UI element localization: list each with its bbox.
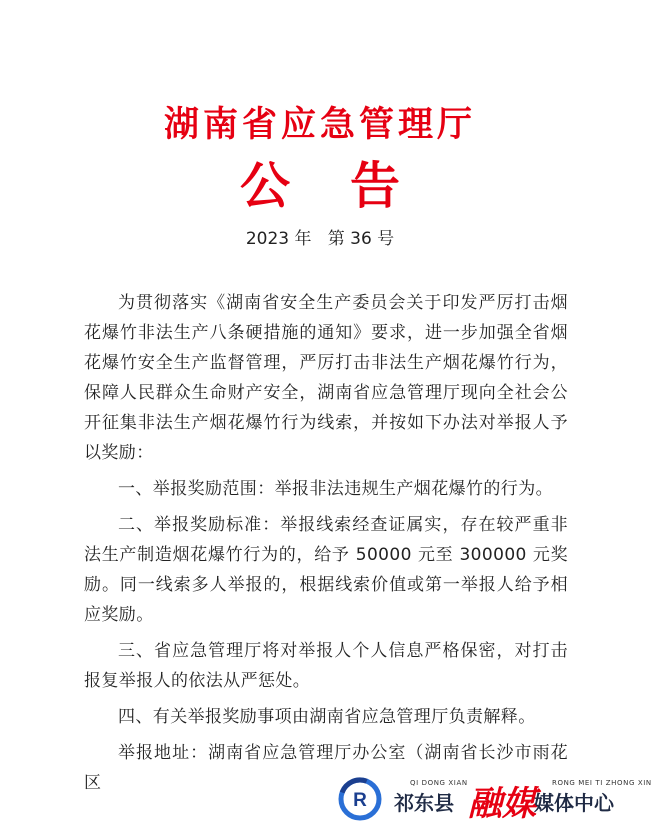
paragraph-interpretation: 四、有关举报奖励事项由湖南省应急管理厅负责解释。 [118, 707, 536, 727]
county-name: 祁东县 [394, 791, 454, 815]
notice-body [84, 288, 568, 804]
issuer-title: 湖南省应急管理厅 [163, 104, 476, 145]
calligraphy-logo [468, 779, 536, 824]
right-pinyin: RONG MEI TI ZHONG XIN [552, 779, 652, 787]
paragraph-standard: 二、举报奖励标准：举报线索经查证属实，存在较严重非法生产制造烟花爆竹行为的，给予 50000 元至 300000 元奖励。同一线索多人举报的，根据线索价值或第一举报人给予相应奖励。 [84, 515, 568, 625]
media-center-name: 媒体中心 [534, 791, 614, 815]
media-center-watermark [332, 765, 652, 825]
media-logo-icon [338, 777, 382, 821]
paragraph-confidentiality: 三、省应急管理厅将对举报人个人信息严格保密，对打击报复举报人的依法从严惩处。 [84, 641, 568, 691]
left-pinyin: QI DONG XIAN [410, 779, 468, 787]
document-number [0, 226, 640, 252]
svg-text:融媒: 融媒 [468, 784, 536, 824]
notice-title: 公告 [240, 156, 460, 215]
document-year: 2023 年 [245, 229, 312, 249]
paragraph-address: 举报地址：湖南省应急管理厅办公室（湖南省长沙市雨花区 [84, 743, 568, 793]
paragraph-intro: 为贯彻落实《湖南省安全生产委员会关于印发严厉打击烟花爆竹非法生产八条硬措施的通知》要求，进一步加强全省烟花爆竹安全生产监督管理，严厉打击非法生产烟花爆竹行为，保障人民群众生命财产安全，湖南省应急管理厅现向全社会公开征集非法生产烟花爆竹行为线索，并按如下办法对举报人予以奖励： [84, 293, 568, 463]
svg-text:R: R [353, 790, 367, 811]
paragraph-scope: 一、举报奖励范围：举报非法违规生产烟花爆竹的行为。 [118, 479, 553, 499]
document-serial: 第 36 号 [327, 229, 395, 249]
